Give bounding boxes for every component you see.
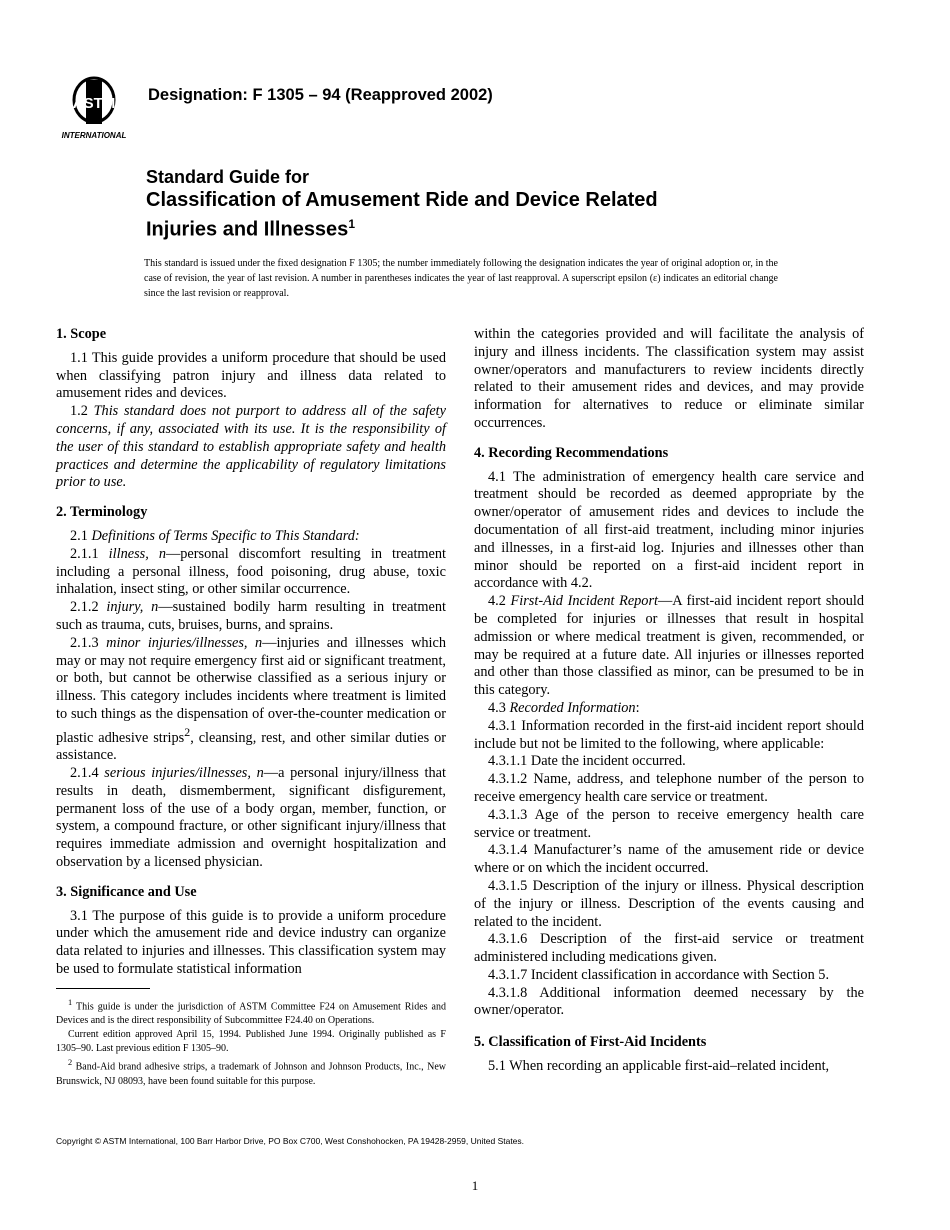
astm-logo-graphic — [56, 74, 136, 144]
section-3-heading: 3. Significance and Use — [56, 883, 197, 900]
astm-logo — [56, 74, 136, 144]
para-4-3-1-1: 4.3.1.1 Date the incident occurred. — [488, 753, 686, 770]
footnote-1 — [56, 996, 446, 1028]
para-2-1-3-text-b: , cleansing, rest, and other similar duties or assistance. — [56, 729, 446, 764]
para-2-1-1-num: 2.1.1 — [70, 545, 109, 562]
right-column — [474, 326, 864, 1076]
footnote-2 — [56, 1056, 446, 1088]
term-recorded-info: Recorded Information — [509, 699, 636, 716]
para-4-3-1-5: 4.3.1.5 Description of the injury or illness. Physical description of the injury or illness. Description of the events causing and related to the incident. — [474, 877, 864, 930]
term-serious: serious injuries/illnesses, n — [104, 765, 264, 782]
para-2-1 — [56, 528, 446, 546]
logo-letters: ASTM — [72, 95, 116, 112]
section-1-heading: 1. Scope — [56, 326, 107, 342]
para-4-1: 4.1 The administration of emergency health care service and treatment should be recorded as deemed appropriate by the owner/operator of amusement rides and devices to include the documentation of all first-aid treatment, including minor injuries and illnesses, in a first-aid log. Injuries and illnesses other than minor should be reported on a first-aid incident report in accordance with 4.2. — [474, 468, 864, 592]
para-4-3-1-3: 4.3.1.3 Age of the person to receive emergency health care service or treatment. — [474, 806, 864, 841]
title-line-3 — [146, 212, 846, 242]
para-4-3-1-6: 4.3.1.6 Description of the first-aid service or treatment administered including medications given. — [474, 931, 864, 966]
footnote-1-text: This guide is under the jurisdiction of ASTM Committee F24 on Amusement Rides and Devices and is the direct responsibility of Subcommittee F24.40 on Operations. — [56, 1001, 446, 1027]
para-3-1: 3.1 The purpose of this guide is to provide a uniform procedure under which the amusement ride and device industry can organize data related to injuries and illnesses. This classification system may be used to formulate statistical information — [56, 907, 446, 978]
para-3-1-continued: within the categories provided and will facilitate the analysis of injury and illness incidents. The classification system may assist owner/operators and manufacturers to review incidents directly related to their amusement rides and devices, and may provide information for alternatives to reduce or eliminate similar occurrences. — [474, 326, 864, 431]
footnote-1-mark: 1 — [68, 998, 73, 1007]
para-5-1: 5.1 When recording an applicable first-aid–related incident, — [488, 1058, 830, 1075]
para-4-2-num: 4.2 — [488, 593, 511, 610]
para-4-3-1-4: 4.3.1.4 Manufacturer’s name of the amusement ride or device where or on which the incident occurred. — [474, 842, 864, 877]
para-2-1-4-text: —a personal injury/illness that results in death, dismemberment, significant disfigurement, permanent loss of the use of a body organ, member, function, or system, a compound fracture, or other significant injury/illness that requires immediate admission and overnight hospitalization and observation by a licensed physician. — [56, 765, 446, 871]
para-4-2-text: —A first-aid incident report should be completed for injuries or illnesses that result in hospital admission or where medical treatment is given, recommended, or may be required at a future date. All injuries or illnesses reported and other than those classified as minor, can be presumed to be in this category. — [474, 593, 864, 699]
title-footnote-mark: 1 — [348, 217, 355, 231]
para-4-2 — [474, 593, 864, 700]
footnote-2-text: Band-Aid brand adhesive strips, a trademark of Johnson and Johnson Products, Inc., New Brunswick, NJ 08093, have been found suitable for this purpose. — [56, 1061, 446, 1087]
para-1-1: 1.1 This guide provides a uniform procedure that should be used when classifying patron injury and illness data related to amusement rides and devices. — [56, 349, 446, 402]
logo-subtext: INTERNATIONAL — [61, 131, 127, 140]
para-2-1-1-text: —personal discomfort resulting in treatment including a personal illness, food poisoning, drug abuse, toxic inhalation, insect sting, or other similar occurrence. — [56, 545, 447, 598]
title-line-1: Standard Guide for — [146, 167, 310, 187]
para-4-3-1: 4.3.1 Information recorded in the first-aid incident report should include but not be limited to the following, where applicable: — [474, 717, 864, 752]
footnote-2-mark: 2 — [68, 1058, 73, 1068]
para-1-2 — [56, 403, 446, 492]
footnote-ref-2: 2 — [184, 724, 191, 739]
section-4-heading: 4. Recording Recommendations — [474, 444, 669, 461]
para-2-1-1 — [56, 546, 446, 599]
para-2-1-2-num: 2.1.2 — [70, 599, 107, 616]
para-2-1-text: Definitions of Terms Specific to This Standard: — [91, 527, 360, 544]
para-1-2-text: This standard does not purport to address all of the safety concerns, if any, associated with its use. It is the responsibility of the user of this standard to establish appropriate safety and health practices and determine the applicability of regulatory limitations prior to use. — [56, 403, 446, 491]
copyright: Copyright © ASTM International, 100 Barr Harbor Drive, PO Box C700, West Conshohocken, PA 19428-2959, United States. — [56, 1136, 525, 1146]
footnotes — [56, 988, 446, 1089]
designation: Designation: F 1305 – 94 (Reapproved 2002) — [148, 86, 493, 104]
para-2-1-2-text: —sustained bodily harm resulting in treatment such as trauma, cuts, bruises, burns, and sprains. — [56, 599, 446, 633]
para-2-1-2 — [56, 599, 446, 635]
term-minor: minor injuries/illnesses, n — [106, 634, 263, 651]
para-2-1-3 — [56, 635, 446, 765]
title-line-3-text: Injuries and Illnesses — [146, 218, 349, 241]
left-column — [56, 326, 446, 979]
para-4-3-1-8: 4.3.1.8 Additional information deemed necessary by the owner/operator. — [474, 984, 864, 1019]
title-line-2: Classification of Amusement Ride and Device Related — [146, 189, 658, 211]
footnote-rule — [56, 988, 150, 989]
page-number: 1 — [471, 1178, 479, 1193]
section-2-heading: 2. Terminology — [56, 504, 148, 521]
para-4-3-1-2: 4.3.1.2 Name, address, and telephone number of the person to receive emergency health care service or treatment. — [474, 771, 864, 805]
footnote-1b: Current edition approved April 15, 1994. Published June 1994. Originally published as F 1305–90. Last previous edition F 1305–90. — [56, 1029, 446, 1055]
para-2-1-3-num: 2.1.3 — [70, 634, 107, 651]
para-4-3-colon: : — [635, 699, 640, 716]
section-5-heading: 5. Classification of First-Aid Incidents — [474, 1034, 707, 1051]
term-first-aid-report: First-Aid Incident Report — [510, 593, 658, 610]
title-block — [146, 166, 846, 242]
para-2-1-4-num: 2.1.4 — [70, 765, 105, 782]
para-1-2-num: 1.2 — [70, 403, 94, 420]
term-injury: injury, n — [106, 599, 159, 616]
para-4-3-1-7: 4.3.1.7 Incident classification in accordance with Section 5. — [488, 966, 830, 983]
para-2-1-3-text-a: —injuries and illnesses which may or may not require emergency first aid or significant treatment, or both, but cannot be otherwise classified as a serious injury or illness. This category includes incidents where treatment is limited to such things as the dispensation of over-the-counter medication or plastic adhesive strips — [56, 634, 447, 746]
para-4-3-num: 4.3 — [488, 699, 510, 716]
issued-note: This standard is issued under the fixed designation F 1305; the number immediately following the designation indicates the year of original adoption or, in the case of revision, the year of last revision. A number in parentheses indicates the year of last reapproval. A superscript epsilon (ε) indicates an editorial change since the last revision or reapproval. — [144, 258, 778, 299]
para-4-3 — [474, 700, 864, 718]
para-2-1-num: 2.1 — [70, 527, 92, 544]
para-2-1-4 — [56, 765, 446, 872]
term-illness: illness, n — [108, 545, 166, 562]
